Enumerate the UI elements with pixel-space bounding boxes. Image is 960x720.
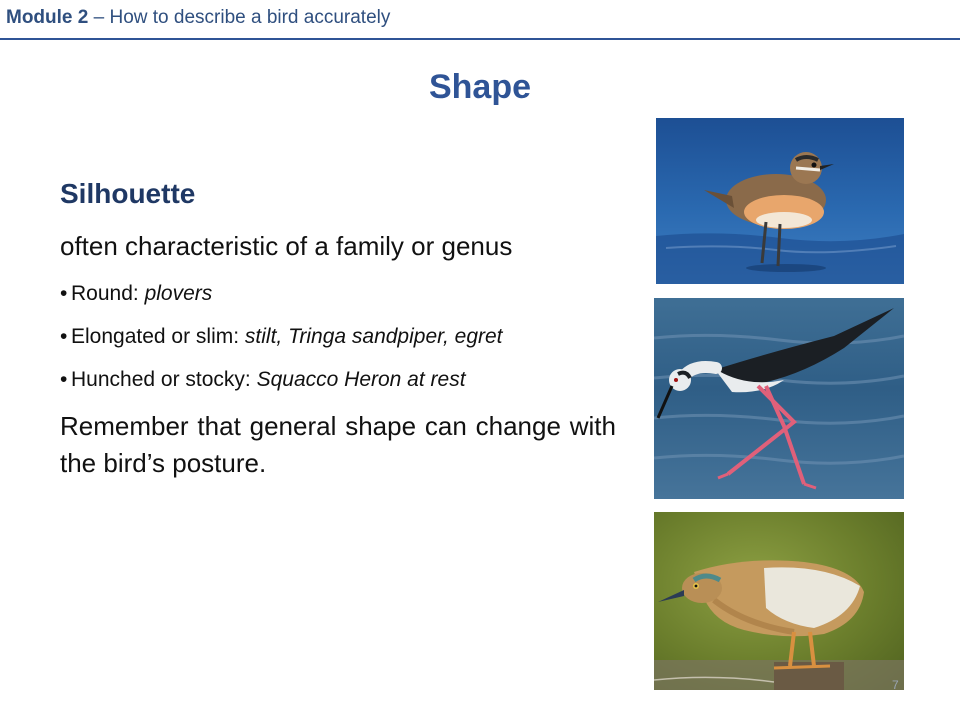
bullet-label: Elongated or slim: bbox=[71, 325, 245, 348]
slide-body bbox=[60, 178, 616, 482]
bullet-examples: Squacco Heron at rest bbox=[256, 368, 466, 391]
module-label: Module 2 bbox=[6, 7, 89, 28]
module-subtitle: How to describe a bird accurately bbox=[109, 7, 391, 28]
slide-header bbox=[0, 0, 960, 38]
header-divider bbox=[0, 38, 960, 40]
header-text bbox=[6, 7, 390, 29]
bullet-icon: • bbox=[60, 325, 68, 348]
header-separator: – bbox=[88, 7, 110, 28]
lead-text: often characteristic of a family or genus bbox=[60, 231, 513, 261]
closing-text: Remember that general shape can change with the bird’s posture. bbox=[60, 411, 616, 478]
bullet-list bbox=[60, 279, 616, 394]
bullet-label: Hunched or stocky: bbox=[71, 368, 257, 391]
bullet-examples: stilt, Tringa sandpiper, egret bbox=[244, 325, 503, 348]
bullet-icon: • bbox=[60, 368, 68, 391]
stilt-photo bbox=[654, 298, 904, 499]
bullet-item bbox=[60, 365, 616, 394]
subheading: Silhouette bbox=[60, 178, 196, 209]
bullet-label: Round: bbox=[71, 282, 145, 305]
stilt-icon bbox=[654, 298, 904, 499]
page-number: 7 bbox=[892, 678, 899, 692]
squacco-heron-icon bbox=[654, 512, 904, 690]
bullet-examples: plovers bbox=[144, 282, 213, 305]
bullet-item bbox=[60, 322, 616, 351]
squacco-heron-photo bbox=[654, 512, 904, 690]
bullet-icon: • bbox=[60, 282, 68, 305]
slide-title: Shape bbox=[428, 68, 532, 106]
plover-photo bbox=[656, 118, 904, 284]
plover-icon bbox=[656, 118, 904, 284]
bullet-item bbox=[60, 279, 616, 308]
